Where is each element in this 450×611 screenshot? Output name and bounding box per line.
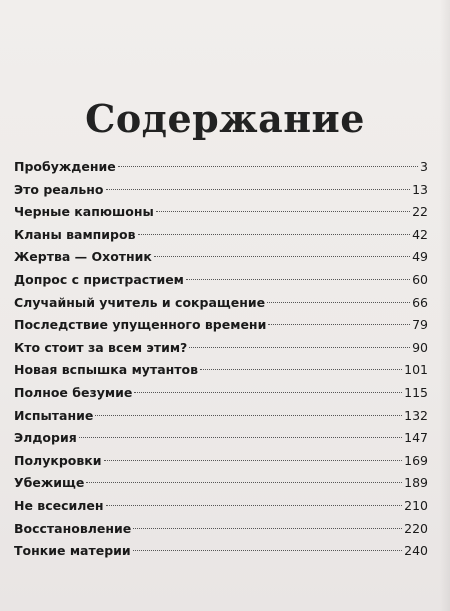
toc-entry-title: Убежище [14,475,85,491]
toc-entry-page: 220 [404,520,428,536]
toc-entry-page: 240 [404,543,428,559]
toc-entry [14,450,428,473]
dot-leader [106,189,411,190]
dot-leader [156,211,410,212]
toc-entry-page: 60 [412,271,428,287]
dot-leader [106,505,403,506]
toc-entry-page: 90 [412,339,428,355]
dot-leader [86,482,402,483]
toc-entry-title: Тонкие материи [14,543,131,559]
toc-entry-page: 22 [412,204,428,220]
toc-entry-page: 115 [404,384,428,400]
dot-leader [134,392,402,393]
toc-entry [14,405,428,428]
toc-entry-title: Это реально [14,181,104,197]
toc-entry-page: 13 [412,181,428,197]
toc-entry-page: 49 [412,249,428,265]
toc-entry-title: Жертва — Охотник [14,249,152,265]
toc-entry-title: Восстановление [14,520,132,536]
toc-entry-page: 169 [404,452,428,468]
page-title: Содержание [85,96,365,141]
toc-entry-title: Кланы вампиров [14,226,136,242]
toc-entry [14,292,428,315]
dot-leader [267,302,410,303]
toc-entry [14,314,428,337]
dot-leader [118,166,418,167]
toc-entry [14,382,428,405]
toc-entry-title: Полное безумие [14,384,133,400]
toc-entry [14,540,428,563]
toc-entry [14,179,428,202]
toc-entry [14,359,428,382]
toc-entry-page: 3 [420,159,428,174]
dot-leader [268,324,410,325]
toc-entry [14,337,428,360]
toc-entry-title: Пробуждение [14,159,116,174]
toc-entry-page: 79 [412,317,428,333]
dot-leader [79,437,402,438]
dot-leader [154,256,410,257]
toc-entry [14,156,428,179]
toc-entry-page: 42 [412,226,428,242]
toc-entry [14,472,428,495]
toc-entry-title: Кто стоит за всем этим? [14,339,188,355]
toc-entry-title: Элдория [14,430,77,446]
toc-entry-page: 147 [404,430,428,446]
toc-entry [14,427,428,450]
toc-entry-page: 66 [412,294,428,310]
page-edge-shadow [440,0,450,611]
toc-entry-title: Испытание [14,407,94,423]
dot-leader [104,460,403,461]
toc-entry [14,269,428,292]
dot-leader [200,369,402,370]
toc-entry-title: Допрос с пристрастием [14,271,184,287]
toc-entry-page: 189 [404,475,428,491]
toc-entry-title: Не всесилен [14,497,104,513]
toc-entry [14,224,428,247]
toc-entry-page: 132 [404,407,428,423]
toc-entry [14,201,428,224]
toc-entry-title: Черные капюшоны [14,204,154,220]
dot-leader [95,415,402,416]
dot-leader [133,528,402,529]
toc-entry-page: 210 [404,497,428,513]
toc-entry [14,518,428,541]
dot-leader [138,234,411,235]
toc-entry-title: Случайный учитель и сокращение [14,294,266,310]
toc-entry-title: Полукровки [14,452,102,468]
toc-entry [14,246,428,269]
dot-leader [189,347,410,348]
dot-leader [186,279,410,280]
toc-entry-title: Последствие упущенного времени [14,317,267,333]
toc-entry [14,495,428,518]
toc-entry-page: 101 [404,362,428,378]
dot-leader [133,550,402,551]
table-of-contents [14,156,428,563]
toc-entry-title: Новая вспышка мутантов [14,362,199,378]
